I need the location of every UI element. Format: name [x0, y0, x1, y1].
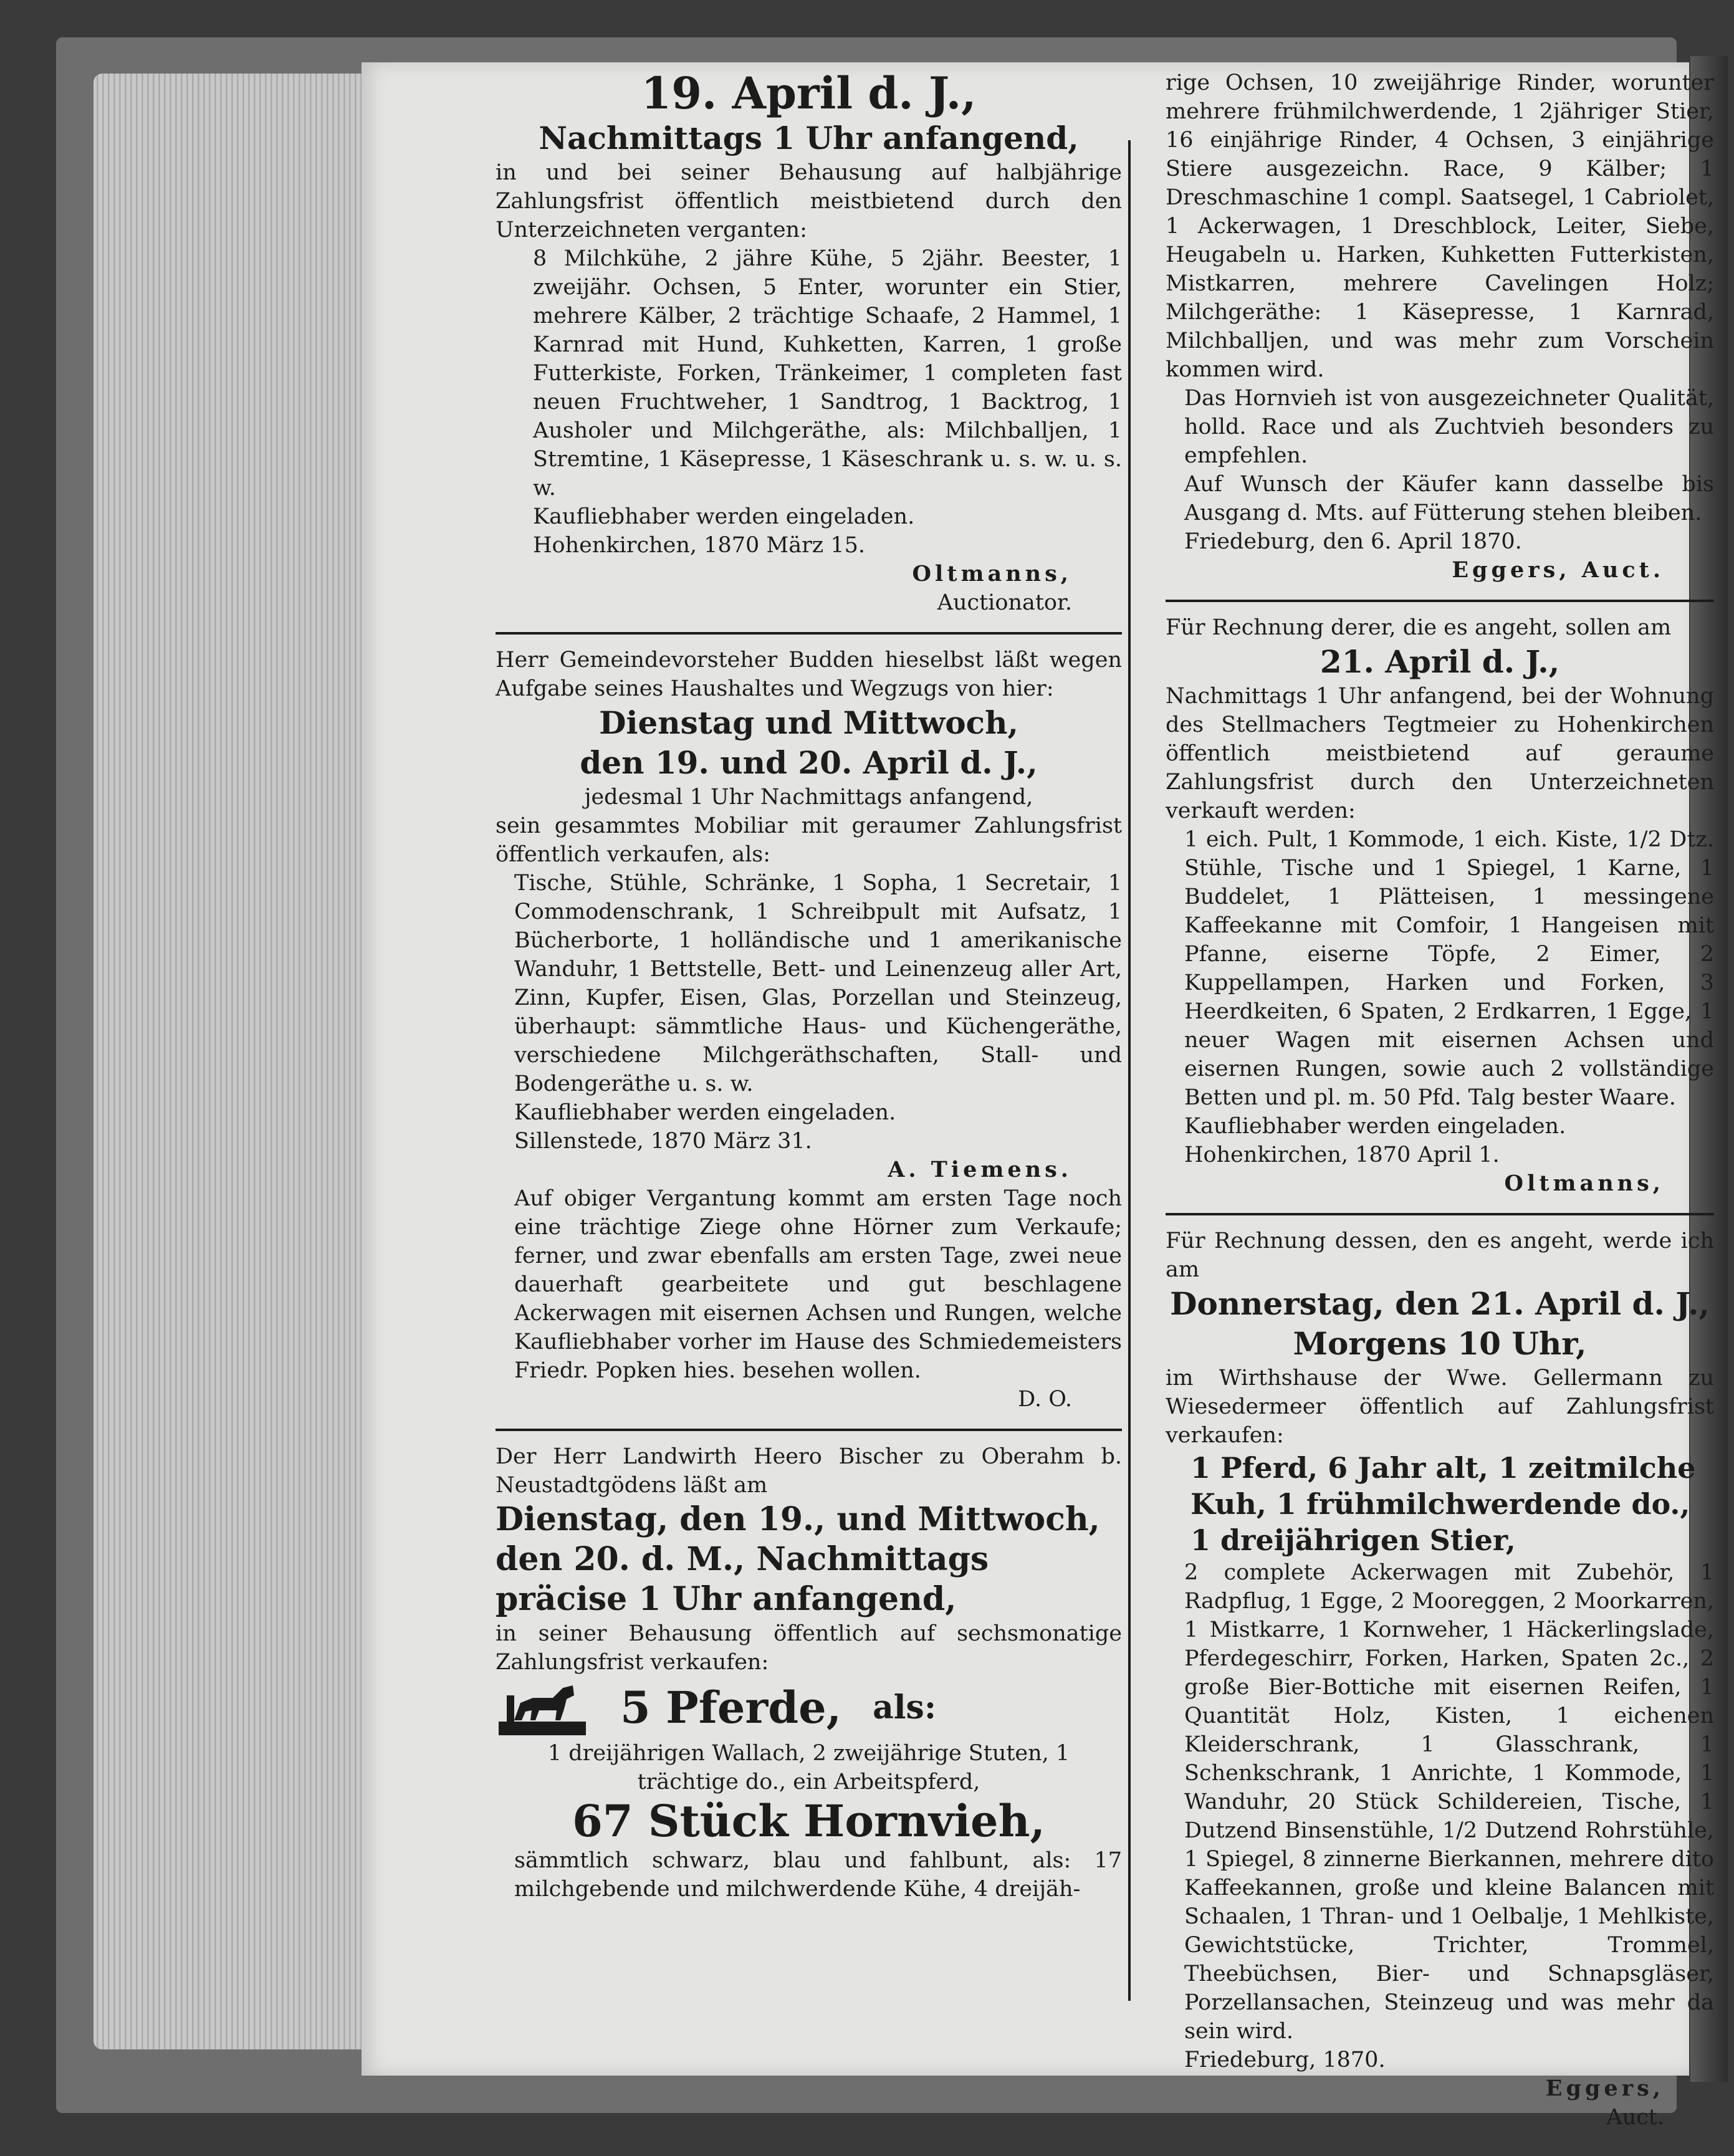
ad-invite: Kaufliebhaber werden eingeladen. — [514, 1100, 896, 1125]
ad-budden — [496, 646, 1122, 1420]
ad-desc: Nachmittags 1 Uhr anfangend, bei der Wohnung des Stellmachers Tegtmeier zu Hohenkirchen öffentlich meistbietend auf geraume Zahlungsfrist durch den Unterzeichneten verkauft werden: — [1166, 684, 1714, 823]
ad-desc: im Wirthshause der Wwe. Gellermann zu Wiesedermeer öffentlich auf Zahlungsfrist verkaufen: — [1166, 1366, 1714, 1448]
ad-signer: Oltmanns, — [1504, 1171, 1664, 1196]
ad-place-date: Friedeburg, den 6. April 1870. — [1184, 529, 1522, 554]
ad-signer: A. Tiemens. — [888, 1157, 1072, 1182]
horse-icon — [496, 1677, 589, 1739]
ad-desc: sein gesammtes Mobiliar mit geraumer Zahlungsfrist öffentlich verkaufen, als: — [496, 813, 1122, 867]
horses-heading: 5 Pferde, — [620, 1682, 842, 1733]
ad-date-heading: 19. April d. J., — [641, 67, 977, 119]
ad-items: 1 eich. Pult, 1 Kommode, 1 eich. Kiste, 1/2 Dtz. Stühle, Tische und 1 Spiegel, 1 Karne, 1 Buddelet, 1 Plätteisen, 1 messingene Kaffeekanne mit Comfoir, 1 Hangeisen mit Pfanne, eiserne Töpfe, 2 Eimer, 2 Kuppellampen, Harken und Forken, 3 Heerdkeiten, 6 Spaten, 2 Erdkarren, 1 Egge, 1 neuer Wagen mit eisernen Achsen und eisernen Rungen, sowie auch 2 vollständige Betten und pl. m. 50 Pfd. Talg bester Waare. — [1184, 827, 1714, 1110]
cattle-desc: sämmtlich schwarz, blau und fahlbunt, als: 17 milchgebende und milchwerdende Kühe, 4 dreijäh- — [514, 1848, 1122, 1902]
ad-intro: in und bei seiner Behausung auf halbjährige Zahlungsfrist öffentlich meistbietend durch den Unterzeichneten verganten: — [496, 160, 1122, 242]
ad-signer-title: Auct. — [1606, 2105, 1664, 2130]
ad-bischer-continued — [1166, 69, 1714, 591]
ad-days-heading: Dienstag und Mittwoch, — [599, 704, 1018, 741]
page-stack-edge — [93, 74, 386, 2049]
ad-place-date: Hohenkirchen, 1870 April 1. — [1184, 1143, 1500, 1167]
horses-line — [496, 1677, 1122, 1739]
ad-note: Auf obiger Vergantung kommt am ersten Tage noch eine trächtige Ziege ohne Hörner zum Verkaufe; ferner, und zwar ebenfalls am ersten Tage, zwei neue dauerhaft gearbeitete und gut beschlagene Ackerwagen mit eisernen Achsen und Rungen, welche Kaufliebhaber vorher im Hause des Schmiedemeisters Friedr. Popken hies. besehen wollen. — [514, 1186, 1122, 1383]
ad-signer: Eggers, — [1545, 2076, 1664, 2101]
ad-separator — [1166, 1213, 1714, 1215]
horses-als: als: — [873, 1689, 937, 1727]
ad-bischer — [496, 1442, 1122, 1910]
ad-note-signer: D. O. — [1018, 1387, 1072, 1412]
ad-oltmanns-march — [496, 69, 1122, 623]
ad-items: rige Ochsen, 10 zweijährige Rinder, worunter mehrere frühmilchwerdende, 1 2jähriger Stier, 16 einjährige Rinder, 4 Ochsen, 3 einjährige Stiere ausgezeichn. Race, 9 Kälber; 1 Dreschmaschine 1 compl. Saatsegel, 1 Cabriolet, 1 Ackerwagen, 1 Dreschblock, Leiter, Siebe, Heugabeln u. Harken, Kuhketten Futterkisten, Mistkarren, mehrere Cavelingen Holz; Milchgeräthe: 1 Käsepresse, 1 Karnrad, Milchballjen, und was mehr zum Vorschein kommen wird. — [1166, 70, 1714, 382]
horses-desc: 1 dreijährigen Wallach, 2 zweijährige Stuten, 1 trächtige do., ein Arbeitspferd, — [547, 1741, 1070, 1794]
ad-items: 8 Milchkühe, 2 jähre Kühe, 5 2jähr. Beester, 1 zweijähr. Ochsen, 5 Enter, worunter ein Stier, mehrere Kälber, 2 trächtige Schaafe, 2 Hammel, 1 Karnrad mit Hund, Kuhketten, Karren, 1 große Futterkiste, Forken, Tränkeimer, 1 completen fast neuen Fruchtweher, 1 Sandtrog, 1 Backtrog, 1 Ausholer und Milchgeräthe, als: Milchballjen, 1 Stremtine, 1 Käsepresse, 1 Käseschrank u. s. w. u. s. w. — [533, 246, 1122, 501]
ad-items: Tische, Stühle, Schränke, 1 Sopha, 1 Secretair, 1 Commodenschrank, 1 Schreibpult mit Aufsatz, 1 Bücherborte, 1 holländische und 1 amerikanische Wanduhr, 1 Bettstelle, Bett- und Leinenzeug aller Art, Zinn, Kupfer, Eisen, Glas, Porzellan und Steinzeug, überhaupt: sämmtliche Haus- und Küchengeräthe, verschiedene Milchgeräthschaften, Stall- und Bodengeräthe u. s. w. — [514, 871, 1122, 1096]
ad-intro: Der Herr Landwirth Heero Bischer zu Oberahm b. Neustadtgödens läßt am — [496, 1444, 1122, 1498]
ad-intro: Herr Gemeindevorsteher Budden hieselbst läßt wegen Aufgabe seines Haushaltes und Wegzugs von hier: — [496, 648, 1122, 701]
cattle-heading: 67 Stück Hornvieh, — [572, 1795, 1045, 1847]
ad-separator — [496, 632, 1122, 635]
ad-bold-items: 1 Pferd, 6 Jahr alt, 1 zeitmilche Kuh, 1 frühmilchwerdende do., 1 dreijährigen Stier, — [1190, 1451, 1696, 1557]
ad-time: jedesmal 1 Uhr Nachmittags anfangend, — [584, 785, 1033, 810]
ad-heading: 21. April d. J., — [1320, 643, 1560, 680]
ad-dates-heading: den 19. und 20. April d. J., — [580, 744, 1038, 781]
ad-place-date: Friedeburg, 1870. — [1184, 2048, 1386, 2072]
left-column — [496, 69, 1122, 1910]
ad-signer: Eggers, Auct. — [1452, 557, 1664, 583]
ad-signer: Oltmanns, — [912, 561, 1072, 587]
right-column — [1166, 69, 1714, 2138]
ad-gellermann — [1166, 1227, 1714, 2138]
ad-desc: in seiner Behausung öffentlich auf sechsmonatige Zahlungsfrist verkaufen: — [496, 1621, 1122, 1675]
ad-invite: Kaufliebhaber werden eingeladen. — [533, 504, 915, 529]
ad-place-date: Hohenkirchen, 1870 März 15. — [533, 533, 866, 558]
ad-signer-title: Auctionator. — [937, 590, 1072, 615]
ad-heading-time: Morgens 10 Uhr, — [1293, 1325, 1587, 1362]
ad-heading-day: Donnerstag, den 21. April d. J., — [1170, 1285, 1710, 1322]
ad-intro: Für Rechnung derer, die es angeht, sollen am — [1166, 615, 1672, 640]
column-divider — [1128, 140, 1131, 2001]
ad-wish: Auf Wunsch der Käufer kann dasselbe bis Ausgang d. Mts. auf Fütterung stehen bleiben. — [1184, 472, 1714, 525]
ad-time-heading: Nachmittags 1 Uhr anfangend, — [539, 120, 1079, 156]
ad-heading: Dienstag, den 19., und Mittwoch, den 20. d. M., Nachmittags präcise 1 Uhr anfangend, — [496, 1500, 1100, 1618]
ad-intro: Für Rechnung dessen, den es angeht, werde ich am — [1166, 1229, 1714, 1282]
ad-tegtmeier — [1166, 613, 1714, 1204]
ad-quality: Das Hornvieh ist von ausgezeichneter Qualität, holld. Race und als Zuchtvieh besonders zu empfehlen. — [1184, 386, 1714, 468]
ad-invite: Kaufliebhaber werden eingeladen. — [1184, 1114, 1566, 1139]
ad-separator — [496, 1429, 1122, 1431]
ad-separator — [1166, 600, 1714, 602]
ad-place-date: Sillenstede, 1870 März 31. — [514, 1129, 812, 1154]
ad-items: 2 complete Ackerwagen mit Zubehör, 1 Radpflug, 1 Egge, 2 Mooreggen, 2 Moorkarren, 1 Mistkarre, 1 Kornweher, 1 Häckerlingslade, Pferdegeschirr, Forken, Harken, Spaten 2c., 2 große Bier-Bottiche mit eisernen Reifen, 1 Quantität Holz, Kisten, 1 eichenen Kleiderschrank, 1 Glasschrank, 1 Schenkschrank, 1 Anrichte, 1 Kommode, 1 Wanduhr, 20 Stück Schildereien, Tische, 1 Dutzend Binsenstühle, 1/2 Dutzend Rohrstühle, 1 Spiegel, 8 zinnerne Bierkannen, mehrere dito Kaffeekannen, große und kleine Balancen mit Schaalen, 1 Thran- und 1 Oelbalje, 1 Mehlkiste, Gewichtstücke, Trichter, Trommel, Theebüchsen, Bier- und Schnapsgläser, Porzellansachen, Steinzeug und was mehr da sein wird. — [1184, 1560, 1714, 2044]
